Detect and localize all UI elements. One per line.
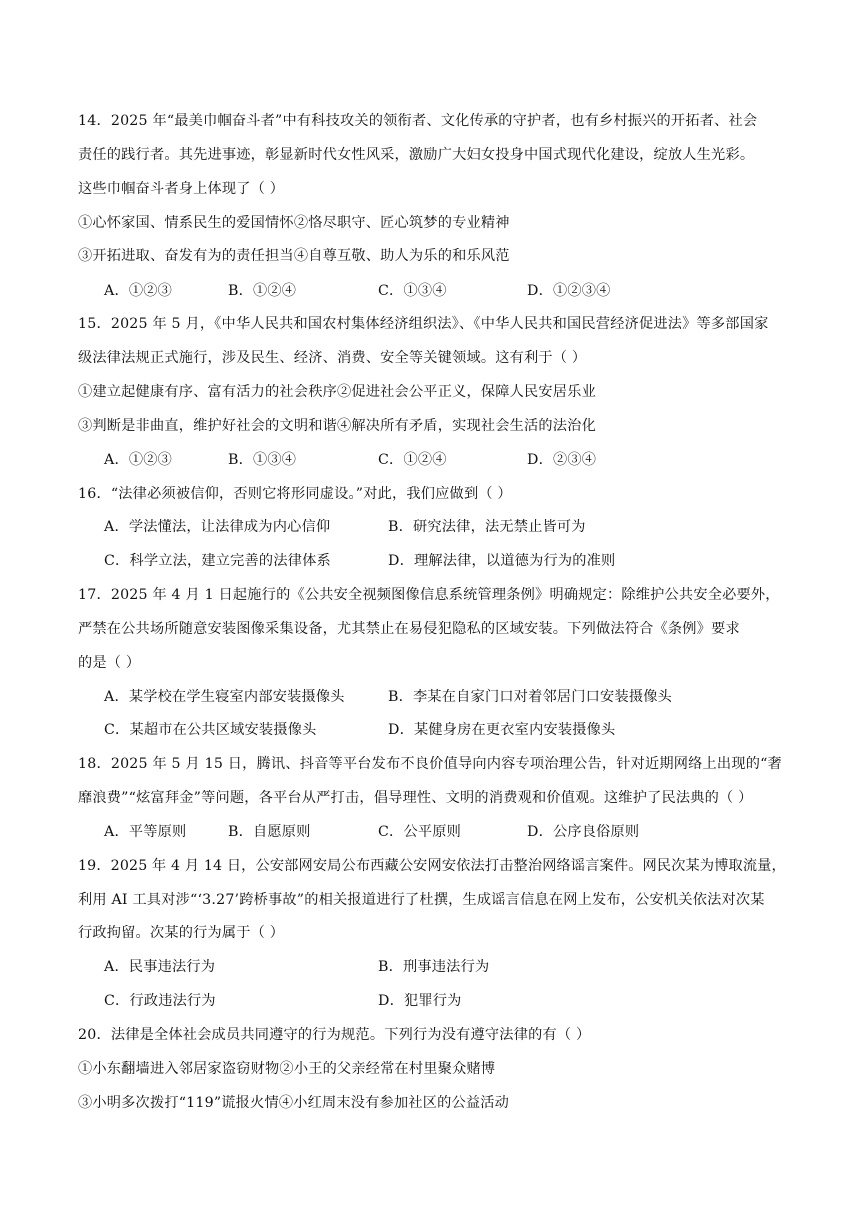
q16-option-d: D．理解法律，以道德为行为的准则 [388, 553, 616, 569]
q17-stem-line-3: 的是（ ） [78, 655, 141, 671]
q16-option-c: C．科学立法，建立完善的法律体系 [104, 553, 331, 569]
q18-stem-line-1: 18．2025 年 5 月 15 日，腾讯、抖音等平台发布不良价值导向内容专项治理公告，针对近期网络上出现的“奢 [78, 756, 782, 772]
q19-stem-line-2: 利用 AI 工具对涉“‘3.27’跨桥事故”的相关报道进行了杜撰，生成谣言信息在网上发布，公安机关依法对次某 [78, 892, 765, 908]
q17-option-c: C．某超市在公共区域安装摄像头 [104, 722, 317, 738]
q15-item-line-1: ①建立起健康有序、富有活力的社会秩序②促进社会公平正义，保障人民安居乐业 [78, 384, 596, 400]
q20-stem-line-1: 20．法律是全体社会成员共同遵守的行为规范。下列行为没有遵守法律的有（ ） [78, 1027, 591, 1043]
q14-stem-line-3: 这些巾帼奋斗者身上体现了（ ） [78, 181, 285, 197]
q17-option-a: A．某学校在学生寝室内部安装摄像头 [104, 689, 345, 705]
q15-item-line-2: ③判断是非曲直，维护好社会的文明和谐④解决所有矛盾，实现社会生活的法治化 [78, 418, 596, 434]
q17-option-b: B．李某在自家门口对着邻居门口安装摄像头 [388, 689, 672, 705]
q14-stem-line-2: 责任的践行者。其先进事迹，彰显新时代女性风采，激励广大妇女投身中国式现代化建设，绽放人生光彩。 [78, 147, 755, 163]
q14-option-c: C．①③④ [378, 283, 447, 299]
q19-stem-line-1: 19．2025 年 4 月 14 日，公安部网安局公布西藏公安网安依法打击整治网络谣言案件。网民次某为博取流量， [78, 858, 786, 874]
q16-option-b: B．研究法律，法无禁止皆可为 [388, 519, 586, 535]
q17-stem-line-2: 严禁在公共场所随意安装图像采集设备，尤其禁止在易侵犯隐私的区域安装。下列做法符合《条例》要求 [78, 621, 740, 637]
q19-option-b: B．刑事违法行为 [378, 959, 490, 975]
q19-option-d: D．犯罪行为 [378, 993, 462, 1009]
q19-stem-line-3: 行政拘留。次某的行为属于（ ） [78, 925, 285, 941]
q18-option-c: C．公平原则 [378, 824, 461, 840]
q15-option-b: B．①③④ [228, 452, 297, 468]
q18-option-d: D．公序良俗原则 [527, 824, 640, 840]
q14-stem-line-1: 14．2025 年“最美巾帼奋斗者”中有科技攻关的领衔者、文化传承的守护者，也有乡村振兴的开拓者、社会 [78, 113, 758, 129]
q15-stem-line-2: 级法律法规正式施行，涉及民生、经济、消费、安全等关键领域。这有利于（ ） [78, 350, 587, 366]
q16-option-a: A．学法懂法，让法律成为内心信仰 [104, 519, 331, 535]
q19-option-c: C．行政违法行为 [104, 993, 216, 1009]
q14-item-line-1: ①心怀家国、情系民生的爱国情怀②恪尽职守、匠心筑梦的专业精神 [78, 215, 510, 231]
q16-stem-line-1: 16．“法律必须被信仰，否则它将形同虚设。”对此，我们应做到（ ） [78, 486, 512, 502]
q14-item-line-2: ③开拓进取、奋发有为的责任担当④自尊互敬、助人为乐的和乐风范 [78, 248, 510, 264]
q15-option-c: C．①②④ [378, 452, 447, 468]
q17-option-d: D．某健身房在更衣室内安装摄像头 [388, 722, 616, 738]
q18-stem-line-2: 靡浪费”“炫富拜金”等问题，各平台从严打击，倡导理性、文明的消费观和价值观。这维护了民法典的（ ） [78, 790, 753, 806]
q17-stem-line-1: 17．2025 年 4 月 1 日起施行的《公共安全视频图像信息系统管理条例》明确规定：除维护公共安全必要外， [78, 587, 780, 603]
q15-stem-line-1: 15．2025 年 5 月，《中华人民共和国农村集体经济组织法》、《中华人民共和国民营经济促进法》等多部国家 [78, 316, 769, 332]
q18-option-b: B．自愿原则 [228, 824, 311, 840]
q14-option-d: D．①②③④ [527, 283, 611, 299]
q19-option-a: A．民事违法行为 [104, 959, 216, 975]
q20-item-line-1: ①小东翻墙进入邻居家盗窃财物②小王的父亲经常在村里聚众赌博 [78, 1061, 496, 1077]
q18-option-a: A．平等原则 [104, 824, 187, 840]
q15-option-a: A．①②③ [104, 452, 172, 468]
q20-item-line-2: ③小明多次拨打“119”谎报火情④小红周末没有参加社区的公益活动 [78, 1095, 510, 1111]
q14-option-a: A．①②③ [104, 283, 172, 299]
q15-option-d: D．②③④ [527, 452, 597, 468]
q14-option-b: B．①②④ [228, 283, 297, 299]
